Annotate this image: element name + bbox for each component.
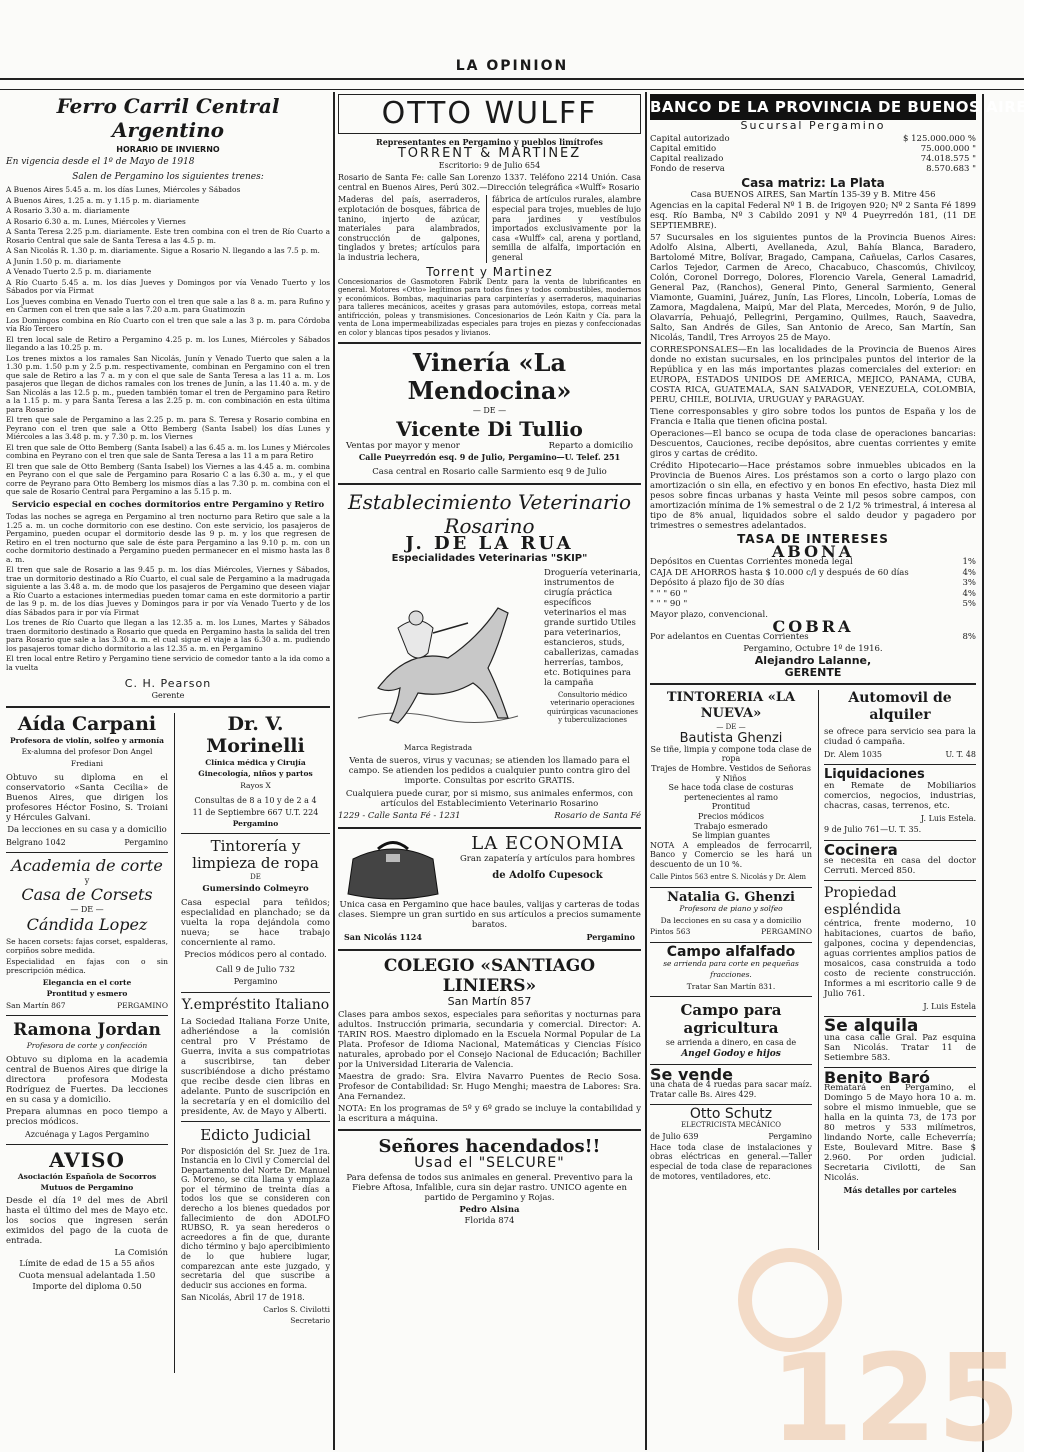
nueva-line: Se tiñe, limpia y compone toda clase de ropa: [650, 744, 812, 764]
ferro-line: Los Domingos combina en Río Cuarto con el tren que sale a las 3 p. m. para Córdoba vía Río Tercero: [6, 315, 330, 334]
tintoreria-line: Precios módicos pero al contado.: [184, 950, 327, 961]
otto-concessions: Concesionarios de Gasmotoren Fabrik Dentz para la venta de lubrificantes en general. Motores «Otto» legítimos para todos fines y todos combustibles, modernos y económicos. Bombas, maquinarias para carpinterías y aserraderos, maquinarias para talleres mecánicos, aceites y grasas para automóviles, estopa, correas metal antifricción, poleas y transmisiones. Concesionarios de León Kaitn y Cía. para la venta de Lona impermeabilizadas especiales para trojes en piezas y confeccionadas en color y blancas tipos pesados y livianos.: [338, 277, 641, 337]
banco-fecha: Pergamino, Octubre 1º de 1916.: [743, 643, 883, 654]
economia-text: [454, 834, 641, 900]
schutz-text: Hace toda clase de instalaciones y obras eléctricas en general.—Taller especial de toda clase de reparaciones de motores, ventiladores, etc.: [650, 1142, 812, 1181]
economia-line: Gran zapatería y artículos para hombres: [460, 854, 635, 865]
colegio-address: San Martín 857: [447, 994, 532, 1008]
banco-matriz: Casa matriz: La Plata: [741, 176, 885, 191]
banco-casa: Casa BUENOS AIRES, San Martín 135-39 y B. Mitre 456: [690, 189, 936, 200]
capital-label: Capital autorizado: [650, 134, 730, 145]
edicto-date: San Nicolás, Abril 17 de 1918.: [181, 1293, 305, 1303]
schutz-address: de Julio 639: [650, 1132, 699, 1142]
divider: [650, 683, 976, 685]
divider: [181, 992, 330, 993]
banco-operaciones: Operaciones—El banco se ocupa de toda clase de operaciones bancarias: Descuentos, Cauciones, recibe depósitos, abre cuentas corrientes y emite giros y cartas de crédito.: [650, 429, 976, 460]
cocinera-title: Cocinera: [824, 840, 898, 859]
ramona-line: Profesora de corte y confección: [26, 1041, 148, 1051]
banco-agencias: Agencias en la capital Federal Nº 1 B. de Irigoyen 920; Nº 2 Santa Fé 1899 esq. Río Bamba, Nº 3 Cabildo 2091 y Nº 4 Pueyrredón 181, (11 DE SEPTIEMBRE).: [650, 201, 976, 232]
otto-columns: [338, 195, 641, 264]
schutz-title: Otto Schutz: [689, 1105, 773, 1122]
banco-mayor: Mayor plazo, convencional.: [650, 609, 768, 620]
academia-y: y: [84, 876, 90, 886]
edicto-title: Edicto Judicial: [200, 1125, 311, 1144]
col1-lower: [6, 713, 330, 1373]
capital-row: [650, 144, 976, 154]
rate-label: CAJA DE AHORROS hasta $ 10.000 c/l y después de 60 días: [650, 567, 909, 578]
ferro-line: El tren que sale de Pergamino a las 2.25 p. m. para S. Teresa y Rosario combina en Peyrano con el tren que sale a Otto Bemberg (Santa Isabel) los días Lunes y Miércoles a las 3.48 p. m. y 7.30 p. m. los Viernes: [6, 415, 330, 442]
economia-address-row: [338, 932, 641, 943]
rate-label: " " " 90 ": [650, 599, 688, 610]
natalia-title: Natalia G. Ghenzi: [667, 889, 795, 905]
divider: [824, 764, 976, 765]
senores-text: Para defensa de todos sus animales en general. Preventivo para la Fiebre Aftosa, Infalible, cura sin dejar rastro. UNICO agente en partido de Pergamino y Rojas.: [346, 1172, 633, 1203]
divider: [338, 827, 641, 829]
capital-value: 74.018.575 ": [920, 154, 976, 165]
economia-city: Pergamino: [586, 932, 635, 943]
ferro-title: Ferro Carril Central Argentino: [56, 94, 280, 142]
morinelli-title: Dr. V. Morinelli: [206, 713, 305, 758]
divider: [6, 1015, 168, 1016]
rate-row: [650, 599, 976, 610]
edicto-text: Por disposición del Sr. Juez de 1ra. Instancia en lo Civil y Comercial del Departamento del Norte Dr. Manuel G. Moreno, se cita llama y emplaza por el término de treinta días a todos los que se consideren con derecho a los bienes quedados por fallecimiento de don ADOLFO RUBSO, R. ya sean herederos o acreedores a fin de que, durante dicho término y bajo apercibimiento de lo que hubiere lugar, comparezcan ante este juzgado, y secretaria del que suscribe a deducir sus acciones en forma.: [181, 1146, 330, 1290]
vet-right: [544, 568, 641, 756]
aviso-title: AVISO: [49, 1147, 125, 1172]
servicio-line: El tren que sale de Rosario a las 9.45 p. m. los días Miércoles, Viernes y Sábados, trae un dormitorio destinado a Río Cuarto, el cual sale de Pergamino a la madrugada siguiente a las 3.48 a. m. de modo que los pasajeros de Pergamino que deseen viajar a Río Cuarto a estaciones intermedias pueden tomar cama en este dormitorio a partir de las 9 p. m. de los días Jueves y Domingos para ir por vía Venado Tuerto y de los días Sábados para ir por vía Firmat: [6, 565, 330, 617]
divider: [181, 833, 330, 834]
divider: [6, 706, 330, 708]
banco-corresponsales: CORRESPONSALES—En las localidades de la Provincia de Buenos Aires donde no existan sucursales, en los principales puntos del interior de la República y en las más importantes plazas comerciales del exterior: en EUROPA, ESTADOS UNIDOS DE AMERICA, MEJICO, PANAMA, CUBA, COSTA RICA, GUATEMALA, SAN SALVADOR, VENEZUELA, COLOMBIA, PERU, CHILE, BOLIVIA, URUGUAY y PARAGUAY.: [650, 345, 976, 406]
capital-value: 75.000.000 ": [920, 144, 976, 155]
nueva-title: TINTORERIA «LA NUEVA»: [666, 689, 796, 721]
rate-row: [650, 568, 976, 579]
banco-sucursales: 57 Sucursales en los siguientes puntos de la Provincia Buenos Aires: Adolfo Alsina, Alberti, Avellaneda, Azul, Bahía Blanca, Baradero, Bartolomé Mitre, Bolívar, Bragado, Campana, Cañuelas, Carlos Casares, Carlos Tejedor, Carmen de Areco, Chacabuco, Chascomús, Chivilcoy, Colón, Coronel Dorrego, Dolores, Florencio Varela, General Lamadrid, General Paz, (Ranchos), General Pinto, General Sarmiento, General Viamonte, Guamini, Juárez, Junín, Las Flores, Lincoln, Lobería, Lomas de Zamora, Magdalena, Maipú, Mar del Plata, Mercedes, Morón, 9 de Julio, Olavarría, Pehuajó, Pellegrini, Pergamino, Quilmes, Rauch, Saavedra, Salto, San Andrés de Giles, San Antonio de Areco, San Martín, San Nicolás, Tandil, Tres Arroyos 25 de Mayo.: [650, 233, 976, 344]
liquidaciones-name: J. Luis Estela.: [920, 813, 976, 823]
otto-rep: Representantes en Pergamino y pueblos limítrofes: [376, 137, 603, 147]
morinelli-line: Pergamino: [232, 819, 279, 829]
vende-title: Se vende: [650, 1064, 733, 1084]
ferro-line: A Santa Teresa 2.25 p.m. diariamente. Este tren combina con el tren de Río Cuarto a Rosario Central que sale de Santa Teresa a las 4.5 p. m.: [6, 227, 330, 245]
liquidaciones-address: 9 de Julio 761—U. T. 35.: [824, 825, 922, 835]
aida-address-row: [6, 837, 168, 848]
propiedad-name: J. Luis Estela: [923, 1002, 976, 1011]
senores-address: Florida 874: [464, 1215, 515, 1226]
ferro-subtitle: HORARIO DE INVIERNO: [116, 145, 220, 154]
ferro-schedule: [6, 186, 330, 672]
ramona-title: Ramona Jordan: [13, 1020, 161, 1041]
aviso-line: Cuota mensual adelantada 1.50: [18, 1270, 156, 1281]
divider: [650, 996, 812, 997]
academia-line: Especialidad en fajas con o sin prescripción médica.: [6, 956, 168, 975]
ferro-salen: Salen de Pergamino los siguientes trenes:: [72, 171, 264, 182]
rate-label: Depósitos en Cuentas Corrientes moneda legal: [650, 557, 853, 568]
ferro-line: A Venado Tuerto 2.5 p. m. diariamente: [6, 267, 152, 277]
aviso-line: Límite de edad de 15 a 55 años: [19, 1259, 155, 1270]
capital-label: Capital realizado: [650, 154, 724, 165]
natalia-line: Da lecciones en su casa y a domicilio: [660, 915, 802, 925]
academia-line: Prontitud y esmero: [46, 989, 128, 999]
morinelli-line: Rayos X: [240, 780, 271, 790]
natalia-address-row: [650, 926, 812, 937]
divider: [181, 1121, 330, 1122]
aida-line: Ex-alumna del profesor Don Angel Frediani: [21, 747, 153, 768]
ferro-vigencia: En vigencia desde el 1º de Mayo de 1918: [6, 157, 195, 168]
rate-value: 5%: [962, 599, 976, 610]
servicio-title: Servicio especial en coches dormitorios entre Pergamino y Retiro: [11, 499, 325, 510]
schutz-city: Pergamino: [768, 1132, 812, 1142]
divider: [824, 880, 976, 881]
ferro-line: A Rosario 6.30 a. m. Lunes, Miércoles y Viernes: [6, 216, 186, 226]
capital-row: [650, 134, 976, 144]
academia-de: — DE —: [70, 905, 104, 915]
column-divider-1: [333, 92, 335, 1450]
divider: [338, 342, 641, 344]
watermark-text: 125: [770, 1330, 1021, 1452]
vet-title: Establecimiento Veterinario Rosarino: [347, 490, 632, 539]
nueva-line: Se hace toda clase de costuras pertenecientes al ramo: [668, 783, 794, 802]
colegio-nota: NOTA: En los programas de 5º y 6º grado se incluye la contabilidad y la escritura a máquina.: [338, 1104, 641, 1125]
otto-title: OTTO WULFF: [338, 94, 641, 134]
vet-consult: Consultorio médico veterinario operaciones quirúrgicas vacunaciones y tuberculizaciones: [547, 690, 638, 725]
vet-body-text-2: Cualquiera puede curar, por si mismo, sus animales enfermos, con artículos del Establecimiento Veterinario Rosarino: [345, 788, 634, 809]
colegio-title: COLEGIO «SANTIAGO LINIERS»: [383, 955, 596, 996]
baro-title: Benito Baró: [824, 1067, 931, 1087]
alquila-title: Se alquila: [824, 1016, 919, 1037]
automovil-address: Dr. Alem 1035: [824, 749, 883, 759]
banco-adelantos: Por adelantos en Cuentas Corrientes: [650, 632, 809, 643]
rate-row: [650, 557, 976, 568]
prestito-title: Y.empréstito Italiano: [181, 996, 330, 1013]
ramona-line: Obtuvo su diploma en la academia central de Buenos Aires que dirige la directora profesora Modesta Rodríguez de Fuertes. Da lecciones en su casa y a domicilio.: [6, 1054, 168, 1105]
rate-label: " " " 60 ": [650, 588, 688, 599]
nueva-line: Prontitud: [711, 802, 751, 812]
otto-firm: TORRENT & MARTINEZ: [397, 146, 582, 162]
vineria-address: Calle Pueyrredón esq. 9 de Julio, Pergamino—U. Telef. 251: [358, 452, 621, 463]
valise-icon: [338, 834, 448, 904]
horse-illustration: [338, 568, 538, 738]
banco-title: BANCO DE LA PROVINCIA DE BUENOS AIRES: [650, 94, 976, 120]
academia-title: Academia de corte: [11, 856, 163, 876]
column-2: [338, 94, 641, 1227]
senores-title: Señores hacendados!!: [378, 1136, 601, 1158]
aviso-line: Desde el día 1º del mes de Abril hasta el último del mes de Mayo etc. los socios que ingresen serán eximidos del pago de la cuota de entrada.: [6, 1195, 168, 1246]
aida-line: Profesora de violín, solfeo y armonía: [9, 736, 164, 746]
banco-capital: [650, 134, 976, 174]
vineria-row: [338, 441, 641, 452]
propiedad-title: Propiedad espléndida: [824, 885, 901, 918]
economia-body: Unica casa en Pergamino que hace baules, valijas y carteras de todas clases. Siempre un gran surtido en sus artículos a precios sumamente baratos.: [338, 900, 641, 931]
aviso-line: La Comisión: [114, 1247, 168, 1258]
ramona-line: Prepara alumnas en poco tiempo a precios módicos.: [6, 1106, 168, 1127]
banco-cobra: COBRA: [772, 616, 854, 636]
aida-address: Belgrano 1042: [6, 837, 66, 847]
tintoreria-name: Gumersindo Colmeyro: [202, 883, 309, 894]
aviso-line: Asociación Española de Socorros Mutuos de Pergamino: [17, 1171, 157, 1193]
divider: [338, 949, 641, 951]
senores-usad: Usad el "SELCURE": [414, 1155, 565, 1172]
morinelli-line: Consultas de 8 a 10 y de 2 a 4: [194, 796, 317, 806]
vet-address-row: [338, 811, 641, 822]
academia-name: Cándida Lopez: [26, 914, 148, 934]
banco-gerente: Alejandro Lalanne,: [754, 654, 872, 668]
tintoreria-address: Call 9 de Julio 732: [215, 964, 296, 975]
nueva-line: Se limpian guantes: [692, 831, 770, 841]
column-divider-2: [645, 92, 647, 1450]
rate-value: 3%: [962, 578, 976, 589]
divider: [338, 1129, 641, 1131]
liquidaciones-text: en Remate de Mobiliarios comercios, negocios, industrias, chacras, casas, terrenos, etc.: [824, 780, 976, 811]
ferro-line: A Buenos Aires, 1.25 a. m. y 1.15 p. m. diariamente: [6, 195, 200, 205]
economia-owner: de Adolfo Cupesock: [492, 869, 603, 881]
capital-label: Capital emitido: [650, 144, 717, 155]
col1-lower-left: [6, 713, 168, 1373]
schutz-role: ELECTRICISTA MECÁNICO: [680, 1120, 782, 1129]
ferro-signature-role: Gerente: [151, 690, 185, 700]
divider: [650, 1104, 812, 1105]
rate-row: [650, 589, 976, 600]
capital-value: $ 125.000.000 %: [903, 134, 976, 145]
nueva-line: Trajes de Hombre. Vestidos de Señoras y Niños: [651, 763, 811, 783]
ramona-address: Azcuénaga y Lagos Pergamino: [24, 1129, 150, 1139]
otto-firm-2: Torrent y Martinez: [426, 264, 553, 279]
divider: [6, 852, 168, 853]
propiedad-text: céntrica, frente moderno, 10 habitaciones, cuartos de baño, galpones, cocina y dependencias, aguas corrientes amplios patios de mosaicos, casa construida a todo costo de reciente construcción. Informes a mi escritorio calle 9 de Julio 761.: [824, 919, 976, 999]
automovil-text: se ofrece para servicio sea para la ciudad ó campaña.: [824, 726, 976, 747]
aida-line: Da lecciones en su casa y a domicilio: [7, 825, 167, 836]
col3-lower: [650, 690, 976, 1250]
edicto-sign-role: Secretario: [290, 1316, 330, 1326]
masthead: LA OPINION: [455, 58, 569, 74]
campo-title: Campo alfalfado: [666, 943, 796, 960]
vineria-line: Ventas por mayor y menor: [346, 440, 460, 451]
servicio-line: El tren local entre Retiro y Pergamino tiene servicio de comedor tanto a la ida como a la vuelta: [6, 654, 330, 672]
ferro-line: El tren que sale de Otto Bemberg (Santa Isabel) a las 6.45 a. m. los Lunes y Miércoles combina en Peyrano con el tren que sale de Santa Teresa a las 11 a m para Retiro: [6, 442, 330, 461]
campo-address: Tratar San Martín 831.: [686, 981, 776, 991]
capital-row: [650, 164, 976, 174]
ferro-line: El tren que sale de Otto Bemberg (Santa Isabel) los Viernes a las 4.45 a. m. combina en Peyrano con el que sale de Pergamino para Rosario C a las 6.30 a. m., y el que corre de Peyrano para Otto Bemberg los mismos días a las 7.30 p. m. combina con el que sale de Rosario Central para Pergamino a las 5.15 p. m.: [6, 461, 330, 497]
divider: [650, 887, 812, 888]
agricultura-name: Angel Godoy e hijos: [681, 1048, 781, 1059]
aida-city: Pergamino: [124, 837, 168, 847]
capital-value: 8.570.683 ": [926, 164, 976, 175]
servicio-line: Todas las noches se agrega en Pergamino al tren nocturno para Retiro que sale a la 1.25 a. m. un coche dormitorio con ese destino. Con este servicio, los pasajeros de Pergamino, pueden ocupar el dormitorio desde las 9 p. m. y los que regresen de Retiro en el tren nocturno que sale de éste para Pergamino a las 9.10 p. m. con un coche dormitorio destinado a Pergamino pueden permanecer en el mismo hasta las 8 a. m.: [6, 512, 330, 564]
academia-title-2: Casa de Corsets: [21, 885, 153, 905]
vet-address: 1229 - Calle Santa Fé - 1231: [338, 810, 461, 821]
nueva-address: Calle Pintos 563 entre S. Nicolás y Dr. Alem: [650, 872, 807, 881]
natalia-line: Profesora de piano y solfeo: [679, 904, 783, 914]
banco-rates: [650, 557, 976, 610]
vet-mark: Marca Registrada: [403, 743, 473, 753]
ferro-line: El tren local sale de Retiro a Pergamino 4.25 p. m. los Lunes, Miércoles y Sábados llegando a las 10.25 p. m.: [6, 334, 330, 353]
morinelli-line: Clínica médica y Cirujía: [205, 758, 306, 768]
colegio-text-2: Maestra de grado: Sra. Elvira Navarro Puentes de Recio Sosa. Profesor de Contabilidad: Sr. Hugo Menghi; maestra de Labores: Sra. Ana Fernandez.: [338, 1072, 641, 1103]
aviso-line: Importe del diploma 0.50: [32, 1281, 142, 1292]
ferro-line: A Río Cuarto 5.45 a. m. los días Jueves y Domingos por vía Venado Tuerto y los Sábados por vía Firmat: [6, 277, 330, 296]
capital-label: Fondo de reserva: [650, 164, 725, 175]
otto-right: fábrica de artículos rurales, alambre especial para trojes, muebles de lujo para jardines y vestíbulos importados exclusivamente por la casa «Wulff» cal, arena y portland, semilla de alfalfa, importación en general: [486, 195, 641, 262]
banco-adelantos-value: 8%: [962, 632, 976, 643]
divider: [650, 942, 812, 943]
vineria-line: Reparto a domicilio: [548, 440, 633, 451]
servicio-line: Los trenes de Río Cuarto que llegan a las 12.35 a. m. los Lunes, Martes y Sábados traen dormitorio destinado a Rosario que queda en Pergamino hasta la salida del tren para Rosario que sale a las 3.30 a. m. el cual sigue el viaje a las 6.30 a. m. pudiendo los pasajeros tomar dicho dormitorio a las 12.35 a. m. en Pergamino: [6, 618, 330, 653]
capital-row: [650, 154, 976, 164]
automovil-title: Automovil de alquiler: [848, 689, 952, 723]
edicto-sign: Carlos S. Civilotti: [263, 1304, 330, 1314]
academia-address: San Martín 867: [6, 1000, 66, 1010]
alquila-text: una casa calle Gral. Paz esquina San Nicolás. Tratar 11 de Setiembre 583.: [824, 1032, 976, 1063]
tintoreria-city: Pergamino: [233, 977, 278, 987]
nueva-nota: NOTA A empleados de ferrocarril, Banco y Comercio se les hará un descuento de un 10 %.: [650, 840, 812, 869]
vet-name: J. DE LA RUA: [405, 533, 574, 555]
rate-value: 4%: [962, 588, 976, 599]
aida-title: Aída Carpani: [17, 713, 157, 736]
column-4-cropped: [982, 94, 1026, 1452]
agricultura-text: se arrienda a dinero, en casa de: [665, 1038, 797, 1048]
rate-value: 4%: [962, 567, 976, 578]
academia-line: Se hacen corsets: fajas corset, espalderas, corpiños sobre medida.: [6, 936, 168, 955]
vet-body-text: Venta de sueros, virus y vacunas; se atienden los llamado para el campo. Se atienden los pedidos a cualquier punto contra giro del importe. Consultas por escrito GRATIS.: [348, 755, 631, 786]
divider: [338, 483, 641, 485]
banco-credito: Crédito Hipotecario—Hace préstamos sobre inmuebles ubicados en la Provincia de Buenos Aires. Los préstamos son a corto o largo plazo con amortización o sin ella, en efectivo y en bonos En efectivo, hasta Diez mil pesos sobre fincas urbanas y hasta Veinte mil pesos sobre campos, con amortización mínima de 1% semestral o de 2 1/2 % trimestral, á interesa al tipo de 8% anual, liquidados sobre el saldo deudor y pagadero por trimestres o semestres adelantados.: [650, 461, 976, 532]
nueva-name: Bautista Ghenzi: [679, 731, 783, 747]
automovil-address-row: [824, 749, 976, 760]
banco-gerente-role: GERENTE: [784, 665, 842, 679]
aida-line: Obtuvo su diploma en el conservatorio «Santa Cecilia» de Buenos Aires, que dirigen los profesores Héctor Fosino, S. Troiani y Hércules Galvani.: [6, 773, 168, 824]
ferro-line: Los Jueves combina en Venado Tuerto con el tren que sale a las 8 a. m. para Rufino y en Carmen con el tren que sale a las 7.20 a.m. para Guatimozín: [6, 296, 330, 315]
cocinera-text: se necesita en casa del doctor Cerruti. Merced 850.: [824, 856, 976, 876]
otto-left: Maderas del país, aserraderos, explotación de bosques, fábrica de tanino, injerto de azúcar, materiales para alambrados, construcción de galpones, tinglados y bretes; artículos para la industria lechera,: [338, 195, 481, 262]
column-1: [6, 94, 330, 1373]
rate-row: [650, 578, 976, 589]
ferro-signature: C. H. Pearson: [124, 677, 212, 691]
natalia-city: PERGAMINO: [761, 927, 812, 937]
tintoreria-line: Casa especial para teñidos; especialidad en planchado; se da vuelta la ropa dejándola como nueva; se hace trabajo concerniente al ramo.: [181, 898, 330, 949]
vet-body: [338, 568, 641, 756]
economia-title: LA ECONOMIA: [471, 833, 624, 855]
ferro-line: A Buenos Aires 5.45 a. m. los días Lunes, Miércoles y Sábados: [6, 185, 241, 195]
vineria-title: Vinería «La Mendocina»: [407, 348, 572, 406]
otto-office: Escritorio: 9 de Julio 654: [438, 160, 541, 170]
col1-lower-right: [174, 713, 330, 1373]
vet-city: Rosario de Santa Fé: [554, 810, 641, 821]
vet-right-text: Droguería veterinaria, instrumentos de cirugía práctica específicos veterinarios el mas grande surtido Utiles para veterinarios, estancieros, studs, caballerizas, camadas herrerías, tambos, etc. Botiquines para la campaña: [544, 567, 641, 688]
divider: [6, 1144, 168, 1145]
banco-abona: ABONA: [771, 541, 855, 561]
prestito-text: La Sociedad Italiana Forze Unite, adheriéndose a la comisión central pro V Préstamo de Guerra, invita a sus compatriotas a suscribirse, tan deber suscribiéndose a dicho préstamo que recibe desde cien libras en adelante. Punto de suscripción en la secretaría y en el domicilio del presidente, Av. de Mayo y Alberti.: [181, 1016, 330, 1117]
liquidaciones-title: Liquidaciones: [824, 767, 925, 783]
natalia-address: Pintos 563: [650, 927, 691, 937]
col3-lower-right: [818, 690, 976, 1250]
anniversary-watermark: [730, 1240, 1021, 1452]
vineria-central: Casa central en Rosario calle Sarmiento esq 9 de Julio: [372, 466, 607, 477]
academia-address-row: [6, 1000, 168, 1011]
agricultura-title: Campo para agricultura: [680, 1001, 782, 1038]
ferro-line: A San Nicolás R. 1.30 p. m. diariamente. Sigue a Rosario N. llegando a las 7.5 p. m.: [6, 246, 320, 256]
nueva-de: — DE —: [716, 722, 746, 731]
schutz-address-row: [650, 1131, 812, 1142]
economia-address: San Nicolás 1124: [344, 932, 422, 943]
top-rule-2: [0, 89, 1024, 90]
ferro-line: Los trenes mixtos a los ramales San Nicolás, Junín y Venado Tuerto que salen a la 1.30 p.m. 1.50 p.m y 2.5 p.m. respectivamente, combinan en Pergamino con el tren que sale de Retiro a las 7 a. m y con el que sale de Santa Teresa a las 11 a. m. Los pasajeros que llegan de dichos ramales con los trenes de Junín, a las 11.40 a. m. y de San Nicolás a las 12.5 p. m., pueden también tomar el tren de Pergamino para Retiro a la 1.15 p. m. y para Santa Teresa a las 2.25 p. m. con combinación en esta última para Rosario: [6, 353, 330, 414]
academia-line: Elegancia en el corte: [42, 977, 132, 987]
ferro-line: A Rosario 3.30 a. m. diariamente: [6, 206, 130, 216]
economia-block: [338, 834, 641, 900]
colegio-text: Clases para ambos sexos, especiales para señoritas y nocturnas para adultos. Instrucción primaria, secundaria y comercial. Director: A. TARIN ROS. Maestro diplomado en la Escuela Normal Popular de La Plata. Profesor de Idioma Nacional, Matemáticas y Ciencias Físico naturales, aprobado por el Consejo Nacional de Educación; Bachiller por la Universidad Literaria de Valencia.: [338, 1010, 641, 1071]
morinelli-line: 11 de Septiembre 667 U.T. 224: [192, 807, 319, 817]
banco-tasa: TASA DE INTERESES: [737, 532, 889, 547]
banco-giros: Tiene corresponsables y giro sobre todos los puntos de España y los de Francia e Italia que tienen oficina postal.: [650, 407, 976, 428]
senores-name: Pedro Alsina: [459, 1204, 520, 1215]
campo-text: se arrienda para corte en pequeñas fracciones.: [663, 958, 799, 980]
otto-address: Rosario de Santa Fe: calle San Lorenzo 1337. Teléfono 2214 Unión. Casa central en Buenos Aires, Perú 302.—Dirección telegráfica «Wulff» Rosario: [338, 173, 641, 192]
column-3: [650, 94, 1038, 1250]
vineria-name: Vicente Di Tullio: [396, 416, 583, 441]
ferro-line: A Junín 1.50 p. m. diariamente: [6, 256, 121, 266]
morinelli-line: Ginecología, niños y partos: [198, 769, 313, 779]
rate-value: 1%: [962, 557, 976, 568]
tintoreria-de: DE: [250, 873, 261, 882]
baro-more: Más detalles por carteles: [843, 1185, 957, 1196]
vineria-de: — DE —: [472, 406, 507, 416]
vet-illustration-wrap: [338, 568, 538, 756]
banco-sucursal: Sucursal Pergamino: [740, 119, 886, 132]
vende-text: una chata de 4 ruedas para sacar maíz. Tratar calle Bs. Aires 429.: [650, 1080, 812, 1099]
automovil-tel: U. T. 48: [945, 749, 976, 759]
tintoreria-title: Tintorería y limpieza de ropa: [192, 837, 319, 873]
col3-lower-left: [650, 690, 812, 1250]
baro-text: Rematará en Pergamino, el Domingo 5 de Mayo hora 10 a. m. sobre el mismo inmueble, que se halla en la quinta 73, de 173 por 80 metros y 533 milímetros, lindando Norte, calle Echeverría; Este, Boulevard Mitre. Base $ 2.960. Por orden judicial. Secretaria Civilotti, de San Nicolás.: [824, 1083, 976, 1184]
vet-spec: Especialidades Veterinarias "SKIP": [391, 552, 588, 564]
academia-city: PERGAMINO: [117, 1000, 168, 1010]
nueva-line: Trabajo esmerado: [694, 821, 768, 831]
rate-label: Depósito á plazo fijo de 30 días: [650, 578, 785, 589]
top-rule: [0, 78, 1024, 80]
nueva-line: Precios módicos: [698, 811, 764, 821]
